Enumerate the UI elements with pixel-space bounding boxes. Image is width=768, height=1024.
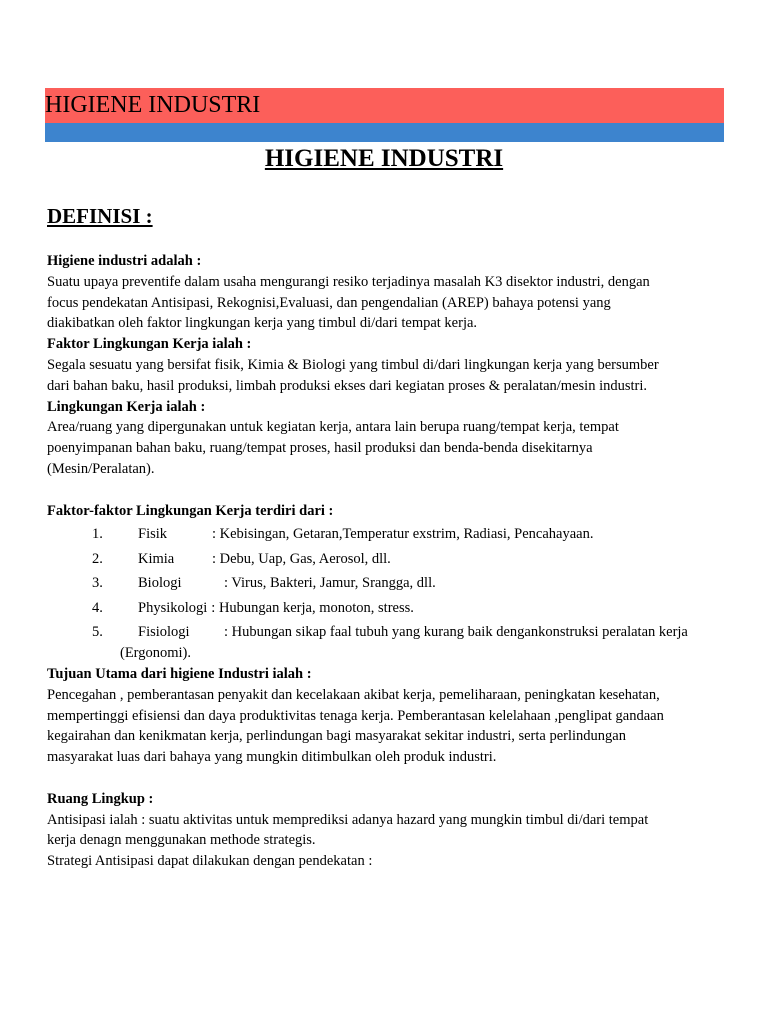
paragraph-line: focus pendekatan Antisipasi, Rekognisi,Evaluasi, dan pengendalian (AREP) bahaya potensi yang — [47, 294, 611, 311]
list-item — [47, 598, 727, 623]
paragraph-line: masyarakat luas dari bahaya yang mungkin ditimbulkan oleh produk industri. — [47, 749, 497, 766]
document-title: HIGIENE INDUSTRI — [264, 145, 504, 172]
definition-heading: DEFINISI : — [47, 204, 153, 228]
section-heading: Tujuan Utama dari higiene Industri ialah : — [47, 665, 312, 682]
paragraph-line: kegairahan dan kenikmatan kerja, perlindungan bagi masyarakat sekitar industri, serta perlindungan — [47, 728, 626, 745]
factor-name: Fisiologi — [138, 624, 190, 641]
paragraph-line: poenyimpanan bahan baku, ruang/tempat proses, hasil produksi dan benda-benda disekitarnya — [47, 440, 593, 457]
header-banner-red — [45, 88, 724, 123]
paragraph-line: dari bahan baku, hasil produksi, limbah produksi ekses dari kegiatan proses & peralatan/mesin industri. — [47, 377, 648, 394]
document-body — [47, 251, 727, 872]
list-item — [47, 622, 727, 643]
paragraph-line: Segala sesuatu yang bersifat fisik, Kimia & Biologi yang timbul di/dari lingkungan kerja yang bersumber — [47, 356, 659, 373]
paragraph-line: (Mesin/Peralatan). — [47, 460, 155, 477]
list-number: 2. — [92, 550, 103, 567]
factor-desc: : Hubungan sikap faal tubuh yang kurang baik dengankonstruksi peralatan kerja — [224, 624, 688, 641]
factor-desc: : Virus, Bakteri, Jamur, Srangga, dll. — [224, 575, 436, 592]
paragraph-line: Pencegahan , pemberantasan penyakit dan kecelakaan akibat kerja, pemeliharaan, peningkatan kesehatan, — [47, 686, 660, 703]
paragraph-line: Strategi Antisipasi dapat dilakukan dengan pendekatan : — [47, 853, 373, 870]
list-number: 4. — [92, 599, 103, 616]
factor-desc: : Hubungan kerja, monoton, stress. — [211, 599, 414, 616]
list-item-continuation: (Ergonomi). — [120, 645, 192, 662]
section-heading: Higiene industri adalah : — [47, 253, 202, 269]
factor-name: Biologi — [138, 575, 182, 592]
factor-desc: : Kebisingan, Getaran,Temperatur exstrim, Radiasi, Pencahayaan. — [212, 526, 594, 543]
paragraph-line: kerja denagn menggunakan methode strategis. — [47, 832, 316, 849]
list-number: 1. — [92, 526, 103, 543]
paragraph-line: Suatu upaya preventife dalam usaha mengurangi resiko terjadinya masalah K3 disektor industri, dengan — [47, 273, 650, 290]
section-heading: Lingkungan Kerja ialah : — [47, 398, 206, 415]
factor-desc: : Debu, Uap, Gas, Aerosol, dll. — [212, 550, 391, 567]
list-number: 5. — [92, 624, 103, 641]
banner-title: HIGIENE INDUSTRI — [45, 92, 261, 118]
factor-name: Fisik — [138, 526, 168, 543]
header-banner-blue — [45, 123, 724, 142]
section-heading: Faktor Lingkungan Kerja ialah : — [47, 336, 252, 353]
paragraph-line: diakibatkan oleh faktor lingkungan kerja yang timbul di/dari tempat kerja. — [47, 315, 478, 332]
paragraph-line: Antisipasi ialah : suatu aktivitas untuk memprediksi adanya hazard yang mungkin timbul di/dari tempat — [47, 811, 649, 828]
section-heading: Faktor-faktor Lingkungan Kerja terdiri dari : — [47, 502, 334, 519]
list-number: 3. — [92, 575, 103, 592]
list-item — [47, 524, 727, 549]
factor-name: Kimia — [138, 550, 175, 567]
list-item — [47, 573, 727, 598]
section-heading: Ruang Lingkup : — [47, 790, 154, 807]
list-item — [47, 549, 727, 574]
paragraph-line: mempertinggi efisiensi dan daya produktivitas tenaga kerja. Pemberantasan kelelahaan ,penglipat gandaan — [47, 707, 664, 724]
factor-name: Physikologi — [138, 599, 208, 616]
paragraph-line: Area/ruang yang dipergunakan untuk kegiatan kerja, antara lain berupa ruang/tempat kerja, tempat — [47, 419, 619, 436]
